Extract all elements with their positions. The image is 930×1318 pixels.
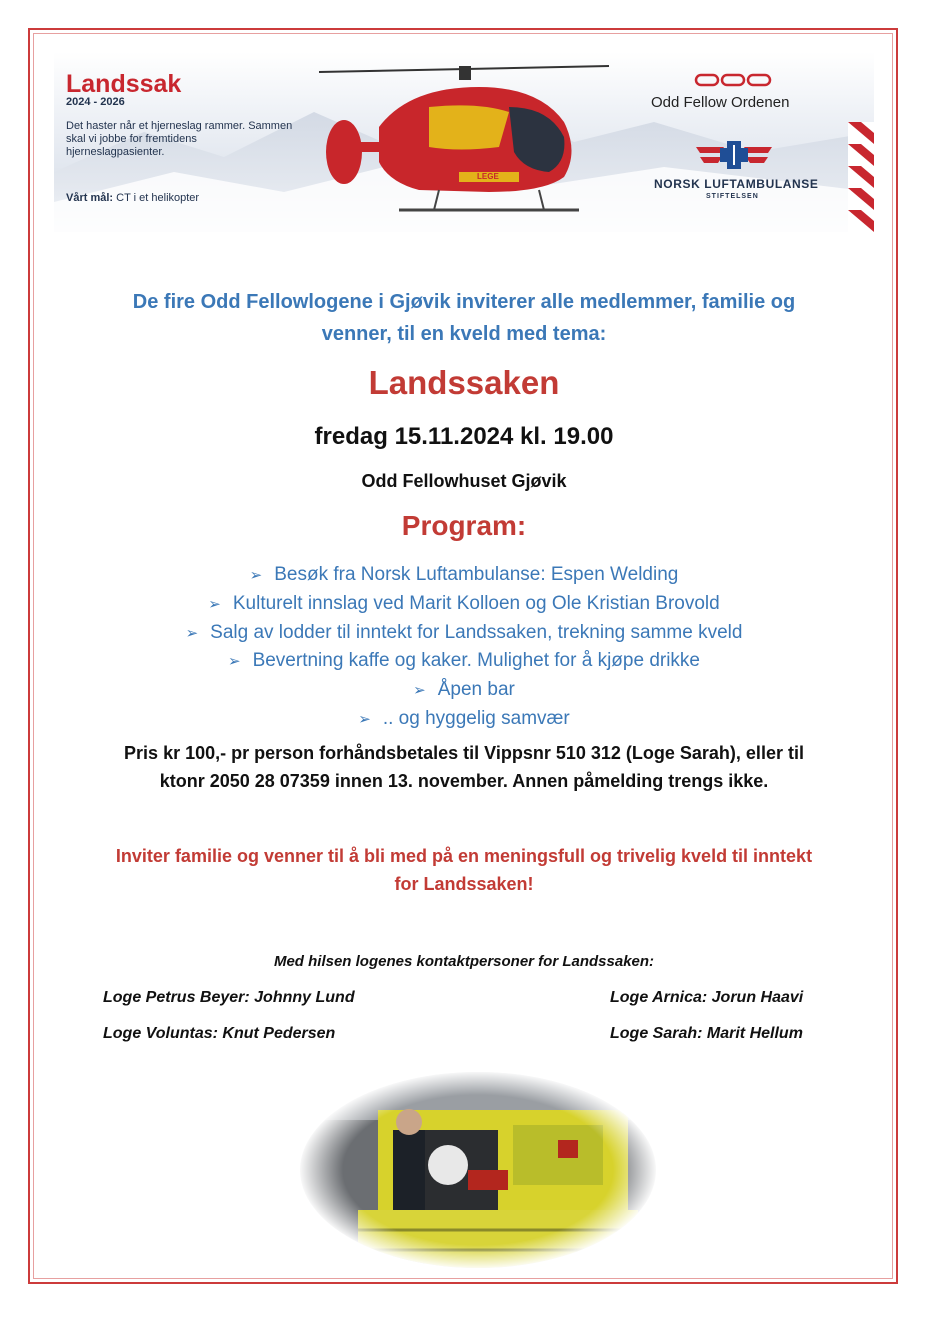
intro-line-1: De fire Odd Fellowlogene i Gjøvik inviterer alle medlemmer, familie og [132,291,796,313]
goal-value: CT i et helikopter [116,192,200,204]
program-list [60,561,868,734]
helicopter-image [309,52,619,227]
price-line-1: Pris kr 100,- pr person forhåndsbetales til Vippsnr 510 312 (Loge Sarah), eller til [124,743,804,763]
program-item [60,561,868,590]
arrow-bullet-icon: ➢ [358,710,371,728]
header-banner [54,52,874,232]
banner-title: Landssak [66,70,182,98]
contact-petrus-beyer: Loge Petrus Beyer: Johnny Lund [103,989,355,1006]
price-info [60,739,868,795]
banner-goal [66,192,199,204]
stripe-decoration-icon [848,122,874,232]
invite-line-2: for Landssaken! [394,874,534,894]
contact-voluntas: Loge Voluntas: Knut Pedersen [103,1025,336,1042]
program-item [60,676,868,705]
program-item-text: Kulturelt innslag ved Marit Kolloen og Ole Kristian Brovold [232,592,720,614]
program-item [60,705,868,734]
program-item-text: Åpen bar [437,679,515,701]
banner-years: 2024 - 2026 [66,96,125,108]
odd-fellow-logo-icon [694,72,774,88]
arrow-bullet-icon: ➢ [413,682,426,700]
program-item-text: .. og hyggelig samvær [382,707,570,729]
price-line-2: ktonr 2050 28 07359 innen 13. november. Annen påmelding trengs ikke. [159,771,769,791]
goal-label: Vårt mål: [66,192,114,204]
program-item [60,647,868,676]
intro-text [60,286,868,350]
program-heading: Program: [401,510,527,541]
arrow-bullet-icon: ➢ [185,624,199,642]
event-title: Landssaken [368,364,560,401]
arrow-bullet-icon: ➢ [208,595,221,613]
program-item-text: Salg av lodder til inntekt for Landssaken, trekning samme kveld [210,621,743,643]
odd-fellow-name: Odd Fellow Ordenen [651,94,790,111]
event-venue: Odd Fellowhuset Gjøvik [361,471,567,491]
helicopter-workshop-photo [298,1070,658,1270]
regards-text: Med hilsen logenes kontaktpersoner for Landssaken: [273,953,655,970]
norsk-luftambulanse-sub: STIFTELSEN [706,193,759,200]
event-date: fredag 15.11.2024 kl. 19.00 [314,423,614,450]
intro-line-2: venner, til en kveld med tema: [321,323,607,345]
invite-line-1: Inviter familie og venner til å bli med på en meningsfull og trivelig kveld til inntekt [115,846,813,866]
contact-sarah: Loge Sarah: Marit Hellum [610,1025,803,1042]
banner-text: Det haster når et hjerneslag rammer. Sammen skal vi jobbe for fremtidens hjerneslagpasienter. [66,120,293,158]
program-item [60,619,868,648]
invite-text [60,842,868,898]
program-item-text: Bevertning kaffe og kaker. Mulighet for å kjøpe drikke [252,650,700,672]
program-item-text: Besøk fra Norsk Luftambulanse: Espen Welding [274,564,679,585]
arrow-bullet-icon: ➢ [249,567,263,584]
norsk-luftambulanse-name: NORSK LUFTAMBULANSE [654,177,819,191]
arrow-bullet-icon: ➢ [227,653,241,671]
program-item [60,590,868,619]
norsk-luftambulanse-logo-icon [694,137,774,173]
heli-mark: LEGE [477,172,499,181]
contact-arnica: Loge Arnica: Jorun Haavi [610,989,804,1006]
